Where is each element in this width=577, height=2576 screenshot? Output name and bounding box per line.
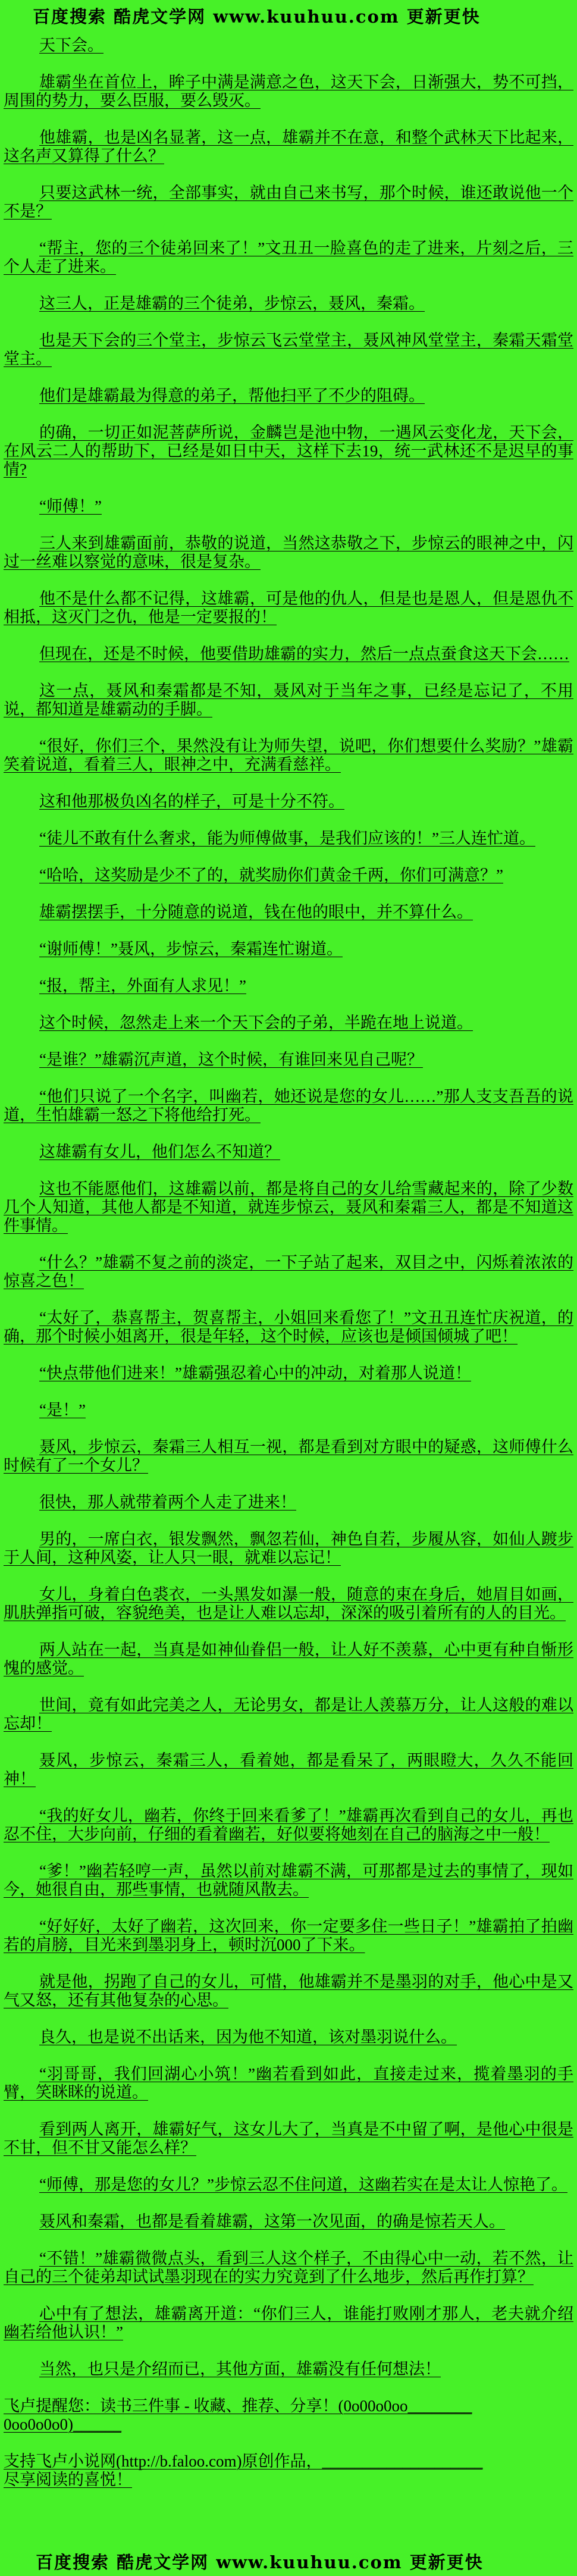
paragraph: “他们只说了一个名字，叫幽若，她还说是您的女儿……”那人支支吾吾的说道，生怕雄霸一怒之下将他给打死。 (4, 1088, 573, 1124)
paragraph: “羽哥哥，我们回湖心小筑！”幽若看到如此，直接走过来，揽着墨羽的手臂，笑眯眯的说道。 (4, 2065, 573, 2101)
paragraph: 世间，竟有如此完美之人，无论男女，都是让人羡慕万分，让人这般的难以忘却！ (4, 1696, 573, 1732)
paragraph: “哈哈，这奖励是少不了的，就奖励你们黄金千两，你们可满意？” (39, 866, 503, 884)
paragraph: 也是天下会的三个堂主，步惊云飞云堂堂主，聂风神风堂堂主，秦霜天霜堂堂主。 (4, 331, 573, 368)
paragraph: 聂风，步惊云，秦霜三人，看着她，都是看呆了，两眼瞪大，久久不能回神！ (4, 1751, 573, 1788)
paragraph: “是谁？”雄霸沉声道，这个时候，有谁回来见自己呢？ (39, 1051, 423, 1068)
paragraph: “好好好，太好了幽若，这次回来，你一定要多住一些日子！”雄霸拍了拍幽若的肩膀，目光来到墨羽身上，顿时沉000了下来。 (4, 1917, 573, 1954)
paragraph: 只要这武林一统，全部事实，就由自己来书写，那个时候，谁还敢说他一个不是？ (4, 184, 573, 220)
paragraph: 0oo0o0o0)______ (4, 2415, 121, 2433)
paragraph: 这也不能愿他们，这雄霸以前，都是将自己的女儿给雪藏起来的，除了少数几个人知道，其他人都是不知道，就连步惊云，聂风和秦霜三人，都是不知道这件事情。 (4, 1180, 573, 1234)
paragraph: 这一点，聂风和秦霜都是不知，聂风对于当年之事，已经是忘记了，不用说，都知道是雄霸动的手脚。 (4, 682, 573, 718)
paragraph: “徒儿不敢有什么奢求，能为师傅做事，是我们应该的！”三人连忙道。 (39, 829, 535, 847)
paragraph: 这雄霸有女儿，他们怎么不知道？ (39, 1143, 280, 1161)
paragraph: 这和他那极负凶名的样子，可是十分不符。 (39, 792, 344, 810)
paragraph: “什么？”雄霸不复之前的淡定，一下子站了起来，双目之中，闪烁着浓浓的惊喜之色！ (4, 1253, 573, 1290)
paragraph: “谢师傅！”聂风，步惊云，秦霜连忙谢道。 (39, 940, 343, 958)
paragraph: 这三人，正是雄霸的三个徒弟，步惊云，聂风，秦霜。 (39, 294, 425, 312)
paragraph: “帮主，您的三个徒弟回来了！”文丑丑一脸喜色的走了进来，片刻之后，三个人走了进来。 (4, 239, 573, 275)
paragraph: “快点带他们进来！”雄霸强忍着心中的冲动，对着那人说道！ (39, 1364, 471, 1382)
paragraph: 心中有了想法，雄霸离开道：“你们三人，谁能打败刚才那人，老夫就介绍幽若给他认识！” (4, 2305, 573, 2341)
paragraph: “师傅！” (39, 497, 102, 515)
paragraph: 飞卢提醒您：读书三件事 - 收藏、推荐、分享！(0o00o0oo________ (4, 2397, 472, 2415)
paragraph: 他不是什么都不记得，这雄霸，可是他的仇人，但是也是恩人，但是恩仇不相抵，这灭门之仇，他是一定要报的！ (4, 590, 573, 626)
paragraph: “太好了，恭喜帮主，贺喜帮主，小姐回来看您了！”文丑丑连忙庆祝道，的确，那个时候小姐离开，很是年轻，这个时候，应该也是倾国倾城了吧！ (4, 1309, 573, 1345)
paragraph: 聂风和秦霜，也都是看着雄霸，这第一次见面，的确是惊若天人。 (39, 2213, 505, 2230)
paragraph: 男的，一席白衣，银发飘然，飘忽若仙，神色自若，步履从容，如仙人踱步于人间，这种风姿，让人只一眼，就难以忘记！ (4, 1530, 573, 1566)
paragraph: 看到两人离开，雄霸好气，这女儿大了，当真是不中留了啊，是他心中很是不甘，但不甘又能怎么样？ (4, 2120, 573, 2157)
paragraph: 三人来到雄霸面前，恭敬的说道，当然这恭敬之下，步惊云的眼神之中，闪过一丝难以察觉的意味，很是复杂。 (4, 534, 573, 571)
paragraph: 两人站在一起，当真是如神仙眷侣一般，让人好不羡慕，心中更有种自惭形愧的感觉。 (4, 1641, 573, 1677)
paragraph: 雄霸坐在首位上，眸子中满是满意之色，这天下会，日渐强大，势不可挡，周围的势力，要么臣服，要么毁灭。 (4, 73, 573, 109)
watermark-bottom: 百度搜索 酷虎文学网 www.kuuhuu.com 更新更快 (36, 2552, 484, 2572)
paragraph: “报，帮主，外面有人求见！” (39, 977, 246, 995)
paragraph: 很快，那人就带着两个人走了进来！ (39, 1493, 296, 1511)
paragraph: 这个时候，忽然走上来一个天下会的子弟，半跪在地上说道。 (39, 1014, 473, 1032)
paragraph: 支持飞卢小说网(http://b.faloo.com)原创作品，____________________ (4, 2452, 483, 2470)
paragraph: “师傅，那是您的女儿？”步惊云忍不住问道，这幽若实在是太让人惊艳了。 (39, 2176, 567, 2193)
paragraph: 聂风，步惊云，秦霜三人相互一视，都是看到对方眼中的疑惑，这师傅什么时候有了一个女儿？ (4, 1438, 573, 1474)
paragraph: 雄霸摆摆手，十分随意的说道，钱在他的眼中，并不算什么。 (39, 903, 473, 921)
watermark-top: 百度搜索 酷虎文学网 www.kuuhuu.com 更新更快 (33, 7, 481, 27)
paragraph: 他们是雄霸最为得意的弟子，帮他扫平了不少的阻碍。 (39, 387, 425, 405)
paragraph: “很好，你们三个，果然没有让为师失望，说吧，你们想要什么奖励？”雄霸笑着说道，看着三人，眼神之中，充满看慈祥。 (4, 737, 573, 773)
paragraph: 就是他，拐跑了自己的女儿，可惜，他雄霸并不是墨羽的对手，他心中是又气又怒，还有其他复杂的心思。 (4, 1973, 573, 2009)
paragraph: 他雄霸，也是凶名显著，这一点，雄霸并不在意，和整个武林天下比起来，这名声又算得了什么？ (4, 129, 573, 165)
paragraph: 尽享阅读的喜悦！ (4, 2471, 132, 2489)
paragraph: “我的好女儿，幽若，你终于回来看爹了！”雄霸再次看到自己的女儿，再也忍不住，大步向前，仔细的看着幽若，好似要将她刻在自己的脑海之中一般！ (4, 1807, 573, 1843)
paragraph: 的确，一切正如泥菩萨所说，金麟岂是池中物，一遇风云变化龙，天下会，在风云二人的帮助下，已经是如日中天，这样下去19，统一武林还不是迟早的事情? (4, 424, 573, 478)
paragraph: “爹！”幽若轻哼一声，虽然以前对雄霸不满，可那都是过去的事情了，现如今，她很自由，那些事情，也就随风散去。 (4, 1862, 573, 1898)
paragraph: “不错！”雄霸微微点头，看到三人这个样子，不由得心中一动，若不然，让自己的三个徒弟却试试墨羽现在的实力究竟到了什么地步，然后再作打算？ (4, 2249, 573, 2286)
paragraph: 天下会。 (39, 36, 104, 54)
paragraph: 当然，也只是介绍而已，其他方面，雄霸没有任何想法！ (39, 2360, 441, 2378)
novel-text (0, 28, 577, 2489)
paragraph: 良久，也是说不出话来，因为他不知道，该对墨羽说什么。 (39, 2028, 457, 2046)
paragraph: “是！” (39, 1401, 86, 1419)
paragraph: 女儿，身着白色裘衣，一头黑发如瀑一般，随意的束在身后，她眉目如画，肌肤弹指可破，容貌绝美，也是让人难以忘却，深深的吸引着所有的人的目光。 (4, 1585, 573, 1622)
paragraph: 但现在，还是不时候，他要借助雄霸的实力，然后一点点蚕食这天下会…… (39, 645, 569, 663)
